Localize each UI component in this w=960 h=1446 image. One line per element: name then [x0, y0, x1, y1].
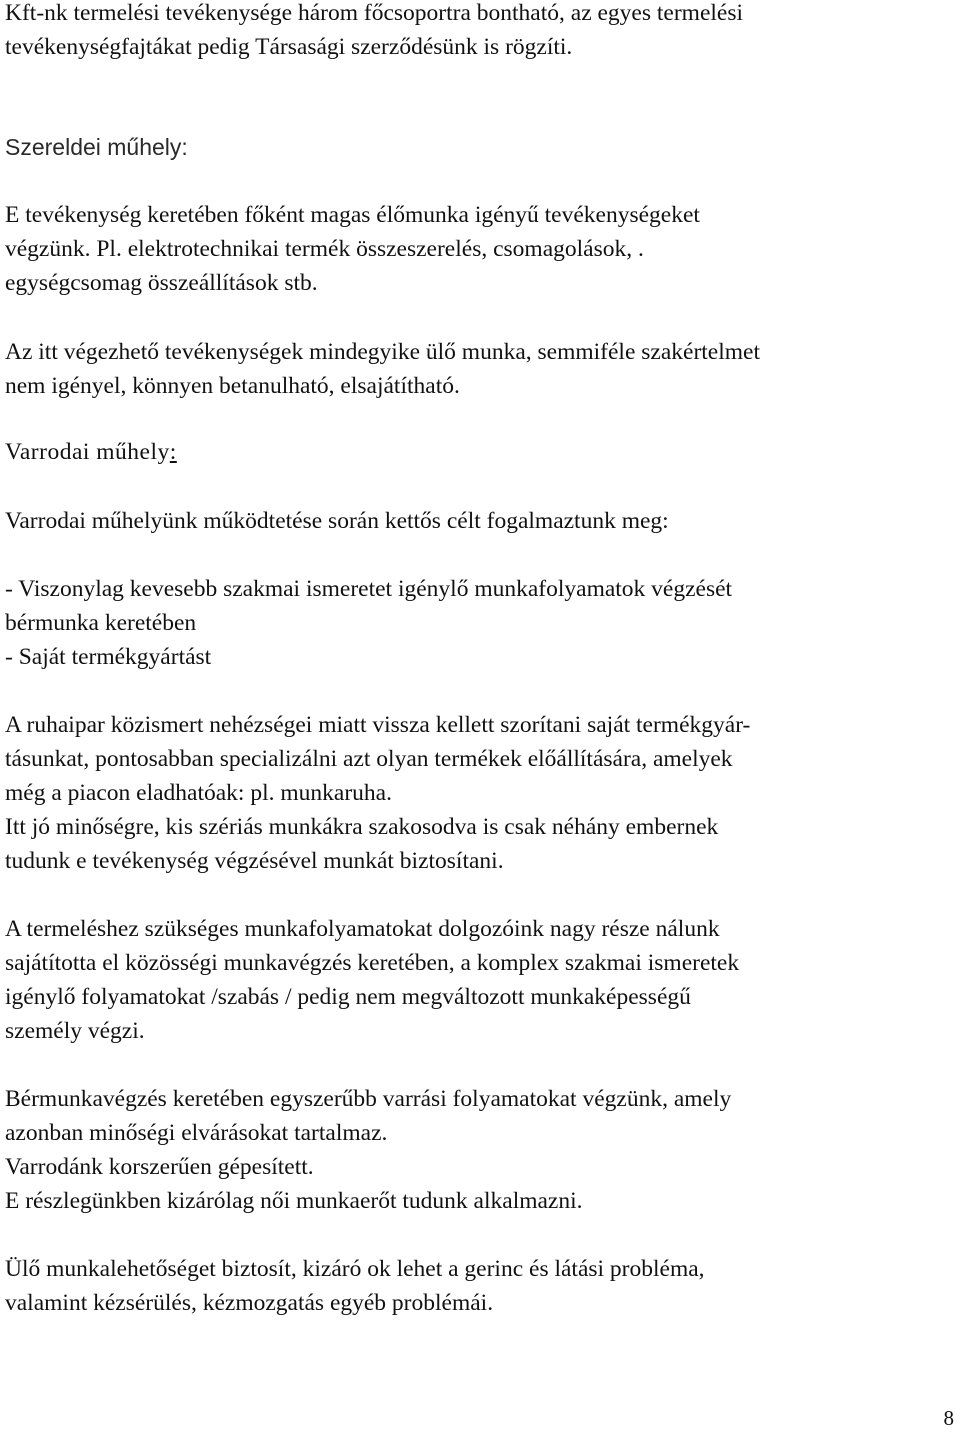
termeleshez-paragraph: A termeléshez szükséges munkafolyamatokat dolgozóink nagy része nálunk sajátította el közösségi munkavégzés keretében, a komplex szakmai ismeretek igénylő folyamatokat /szabás / pedig nem megváltozott munkaképességű személy végzi. [5, 916, 740, 1044]
varrodai-goals: Varrodai műhelyünk működtetése során kettős célt fogalmaztunk meg: [5, 508, 669, 534]
szereldei-heading: Szereldei műhely: [5, 134, 188, 160]
ulo-paragraph: Ülő munkalehetőséget biztosít, kizáró ok lehet a gerinc és látási probléma, valamint kézsérülés, kézmozgatás egyéb problémái. [5, 1256, 705, 1316]
szereldei-body: E tevékenység keretében főként magas élőmunka igényű tevékenységeket végzünk. Pl. elektrotechnikai termék összeszerelés, csomagolások, . egységcsomag összeállítások stb. [5, 202, 700, 296]
varrodai-heading-colon: : [169, 439, 177, 465]
ruhaipar-paragraph: A ruhaipar közismert nehézségei miatt vissza kellett szorítani saját termékgyár- tásunkat, pontosabban specializálni azt olyan termékek előállítására, amelyek még a piacon eladhatóak: pl. munkaruha. Itt jó minőségre, kis szériás munkákra szakosodva is csak néhány embernek tudunk e tevékenység végzésével munkát biztosítani. [5, 712, 751, 874]
varrodai-heading [5, 435, 955, 469]
varrodai-list: - Viszonylag kevesebb szakmai ismeretet igénylő munkafolyamatok végzését bérmunka keretében - Saját termékgyártást [5, 576, 733, 670]
intro-paragraph: Kft-nk termelési tevékenysége három főcsoportra bontható, az egyes termelési tevékenységfajtákat pedig Társasági szerződésünk is rögzíti. [5, 0, 744, 60]
page-number: 8 [943, 1406, 954, 1430]
bermunka-paragraph: Bérmunkavégzés keretében egyszerűbb varrási folyamatokat végzünk, amely azonban minőségi elvárásokat tartalmaz. Varrodánk korszerűen gépesített. E részlegünkben kizárólag női munkaerőt tudunk alkalmazni. [5, 1086, 732, 1214]
szereldei-note: Az itt végezhető tevékenységek mindegyike ülő munka, semmiféle szakértelmet nem igényel, könnyen betanulható, elsajátítható. [5, 339, 760, 399]
varrodai-heading-text: Varrodai műhely [5, 439, 170, 465]
